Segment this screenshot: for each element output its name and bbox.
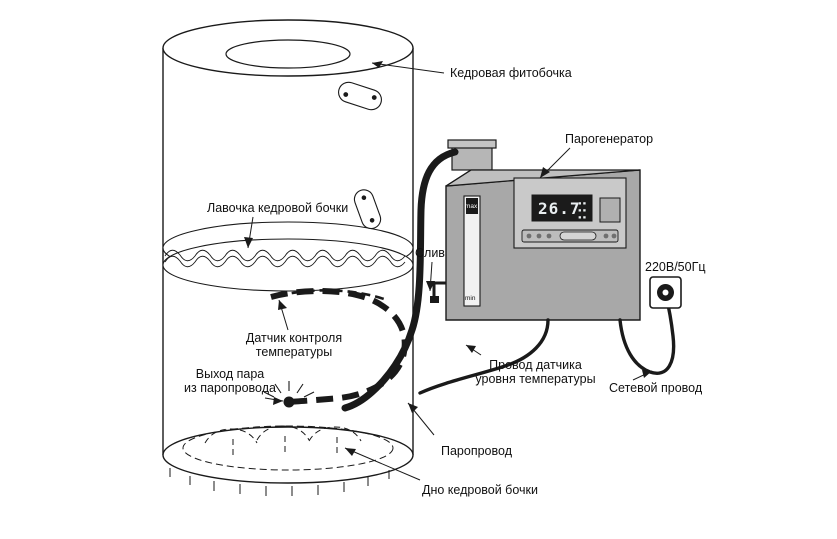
steam-generator (430, 140, 640, 320)
gauge-min-label: min (465, 295, 476, 302)
label-bench: Лавочка кедровой бочки (207, 201, 349, 215)
label-temp-sensor-line1: Датчик контроля (245, 331, 343, 345)
label-steam-pipe: Паропровод (441, 444, 512, 458)
label-barrel: Кедровая фитобочка (450, 66, 572, 80)
label-sensor-cable (473, 358, 598, 386)
generator-top-port (452, 146, 492, 170)
power-socket (650, 277, 681, 308)
drain-valve[interactable] (430, 296, 439, 303)
barrel-group (163, 20, 413, 496)
barrel-hinge-top (336, 80, 384, 113)
barrel-top-opening (226, 40, 350, 68)
label-barrel-bottom: Дно кедровой бочки (422, 483, 538, 497)
barrel-hinge-middle (352, 187, 384, 231)
label-steam-outlet (180, 367, 280, 395)
generator-display-indicators: ▪▪ ▪▪ ▪▪ (578, 200, 588, 221)
label-sensor-cable-line2: уровня температуры (475, 372, 596, 386)
label-steam-outlet-line1: Выход пара (195, 367, 265, 381)
generator-top-cap (448, 140, 496, 148)
label-drain: Слив (415, 246, 445, 260)
label-steam-generator: Парогенератор (565, 132, 654, 146)
label-steam-outlet-line2: из паропровода (184, 381, 276, 395)
label-socket: 220В/50Гц (645, 260, 706, 274)
label-power-cable: Сетевой провод (609, 381, 703, 395)
label-temp-sensor-line2: температуры (255, 345, 333, 359)
barrel-bench (163, 222, 413, 291)
gauge-max-label: max (465, 203, 478, 210)
steam-outlet-nozzle (284, 397, 295, 408)
generator-button-row[interactable] (522, 230, 618, 242)
generator-side-module[interactable] (600, 198, 620, 222)
label-sensor-cable-line1: Провод датчика (489, 358, 582, 372)
label-temp-sensor (238, 331, 350, 359)
generator-display-value: 26.7 (538, 199, 581, 218)
drain-spout (434, 283, 446, 297)
